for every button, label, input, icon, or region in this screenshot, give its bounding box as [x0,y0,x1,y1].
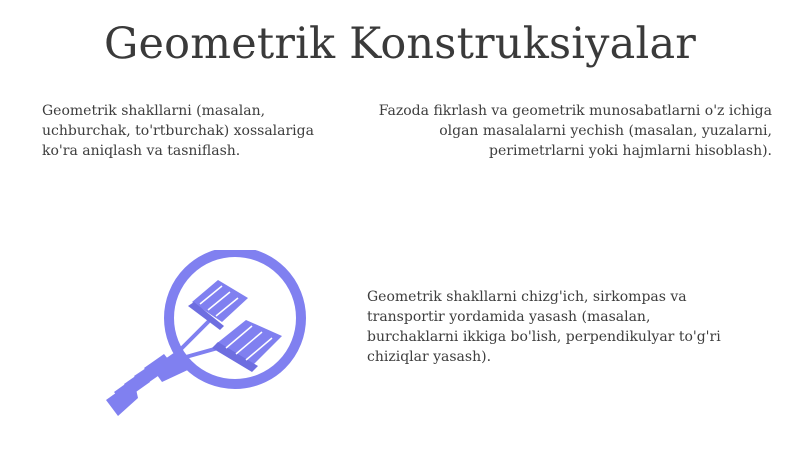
text-block-construction: Geometrik shakllarni chizg'ich, sirkompas va transportir yordamida yasash (masalan, burchaklarni ikkiga bo'lish, perpendikulyar to'g'ri chiziqlar yasash). [367,289,721,365]
text-block-spatial-problems: Fazoda fikrlash va geometrik munosabatlarni o'z ichiga olgan masalalarni yechish (masalan, yuzalarni, perimetrlarni yoki hajmlarni hisoblash). [378,103,772,159]
slide-title: Geometrik Konstruksiyalar [103,19,697,69]
lightbulb-book-icon [100,250,315,430]
text-block-shape-classification: Geometrik shakllarni (masalan, uchburchak, to'rtburchak) xossalariga ko'ra aniqlash va tasniflash. [42,103,314,159]
